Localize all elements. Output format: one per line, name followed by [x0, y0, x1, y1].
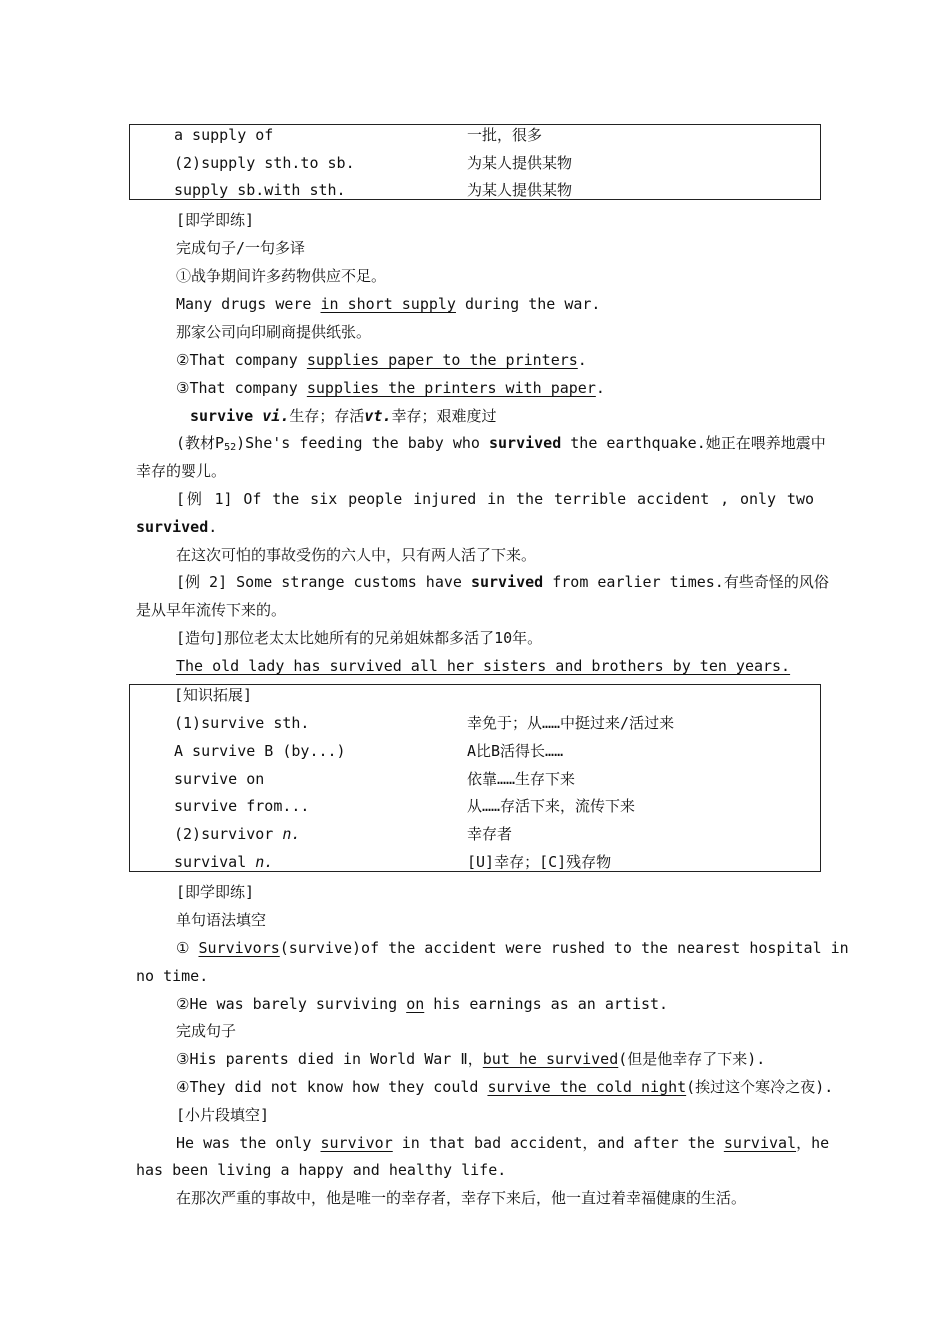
answer: survivor	[320, 1134, 393, 1152]
text: during the war.	[455, 295, 601, 313]
practice-header: [即学即练]	[176, 211, 255, 229]
keyword: survived	[136, 518, 209, 536]
text: He was the only	[176, 1134, 321, 1152]
definition: 幸存；艰难度过	[391, 407, 497, 425]
answer: on	[406, 995, 425, 1013]
text: (教材P	[176, 434, 225, 452]
paragraph-line-cont: has been living a happy and healthy life.	[136, 1161, 507, 1179]
phrase-en: (2)supply sth.to sb.	[174, 154, 355, 172]
question-line	[176, 294, 600, 314]
textbook-example	[176, 433, 826, 453]
text: ②He was barely surviving	[176, 995, 407, 1013]
part-of-speech: vt.	[364, 407, 392, 425]
text: in that bad accident，and after the	[392, 1134, 724, 1152]
text: the earthquake.她正在喂养地震中	[561, 434, 826, 452]
task-label: 单句语法填空	[176, 911, 267, 929]
text: (survive)of the accident were rushed to the nearest hospital in	[279, 939, 849, 957]
example-2	[176, 572, 829, 592]
example-1: [例 1] Of the six people injured in the terrible accident , only two	[176, 490, 814, 508]
text: survival	[174, 853, 247, 871]
answer: supplies paper to the printers	[306, 351, 578, 369]
phrase-zh: 一批，很多	[467, 126, 543, 144]
text: ，he	[796, 1134, 830, 1152]
keyword: survived	[470, 573, 544, 591]
phrase-zh: 依靠……生存下来	[467, 770, 576, 788]
text: [例 2] Some strange customs have	[176, 573, 471, 591]
box-header: [知识拓展]	[174, 686, 253, 704]
supply-phrase-box	[129, 124, 821, 200]
answer: survival	[723, 1134, 797, 1152]
phrase-en	[174, 852, 273, 872]
vocab-entry	[190, 406, 496, 426]
question-line	[176, 350, 587, 370]
question-line	[176, 994, 668, 1014]
part-of-speech: n.	[282, 825, 301, 843]
text: ③That company	[176, 379, 307, 397]
text: .	[208, 518, 218, 536]
phrase-en	[174, 824, 300, 844]
phrase-en: survive from...	[174, 797, 310, 815]
phrase-en: A survive B (by...)	[174, 742, 346, 760]
make-sentence: [造句]那位老太太比她所有的兄弟姐妹都多活了10年。	[176, 629, 543, 647]
text: ③His parents died in World War Ⅱ，	[176, 1050, 483, 1068]
answer: in short supply	[320, 295, 456, 313]
text: (但是他幸存了下来).	[618, 1050, 766, 1068]
question-line	[176, 1077, 833, 1097]
phrase-zh: 从……存活下来，流传下来	[467, 797, 636, 815]
text: from earlier times.有些奇怪的风俗	[543, 573, 829, 591]
phrase-zh: 为某人提供某物	[467, 181, 573, 199]
example-2-cont: 是从早年流传下来的。	[136, 601, 287, 619]
task-label: 完成句子	[176, 1022, 237, 1040]
text: .	[595, 379, 605, 397]
task-label: 完成句子/一句多译	[176, 239, 306, 257]
text: Many drugs were	[176, 295, 321, 313]
answer: survive the cold night	[487, 1078, 687, 1096]
question-zh: 那家公司向印刷商提供纸张。	[176, 323, 372, 341]
phrase-en: survive on	[174, 770, 265, 788]
page-subscript: 52	[224, 442, 237, 453]
make-sentence-answer: The old lady has survived all her sisters and brothers by ten years.	[176, 657, 791, 675]
text: .	[577, 351, 587, 369]
text: (2)survivor	[174, 825, 274, 843]
keyword: survived	[488, 434, 562, 452]
answer: but he survived	[482, 1050, 619, 1068]
example-1-zh: 在这次可怕的事故受伤的六人中，只有两人活了下来。	[176, 546, 537, 564]
text: ①	[176, 939, 199, 957]
vocab-word: survive	[190, 407, 254, 425]
question-zh: ①战争期间许多药物供应不足。	[176, 267, 387, 285]
question-line	[176, 938, 849, 958]
question-line	[176, 1049, 765, 1069]
phrase-zh: 幸免于；从……中挺过来/活过来	[467, 714, 675, 732]
phrase-zh: A比B活得长……	[467, 742, 564, 760]
text: ②That company	[176, 351, 307, 369]
example-1-cont	[136, 517, 217, 537]
answer: Survivors	[198, 939, 280, 957]
question-line	[176, 378, 605, 398]
phrase-zh: [U]幸存；[C]残存物	[467, 853, 612, 871]
definition: 生存；存活	[289, 407, 365, 425]
paragraph-zh: 在那次严重的事故中，他是唯一的幸存者，幸存下来后，他一直过着幸福健康的生活。	[176, 1189, 747, 1207]
phrase-zh: 幸存者	[467, 825, 513, 843]
text: his earnings as an artist.	[424, 995, 669, 1013]
phrase-zh: 为某人提供某物	[467, 154, 573, 172]
textbook-example-cont: 幸存的婴儿。	[136, 462, 227, 480]
text: (挨过这个寒冷之夜).	[686, 1078, 834, 1096]
answer: supplies the printers with paper	[306, 379, 596, 397]
phrase-en: supply sb.with sth.	[174, 181, 346, 199]
phrase-en: a supply of	[174, 126, 274, 144]
paragraph-line	[176, 1133, 829, 1153]
practice-header: [即学即练]	[176, 883, 255, 901]
task-label: [小片段填空]	[176, 1106, 270, 1124]
text: )She's feeding the baby who	[236, 434, 489, 452]
text: ④They did not know how they could	[176, 1078, 488, 1096]
part-of-speech: vi.	[262, 407, 290, 425]
knowledge-box	[129, 684, 821, 872]
part-of-speech: n.	[255, 853, 274, 871]
question-line-cont: no time.	[136, 967, 209, 985]
phrase-en: (1)survive sth.	[174, 714, 310, 732]
